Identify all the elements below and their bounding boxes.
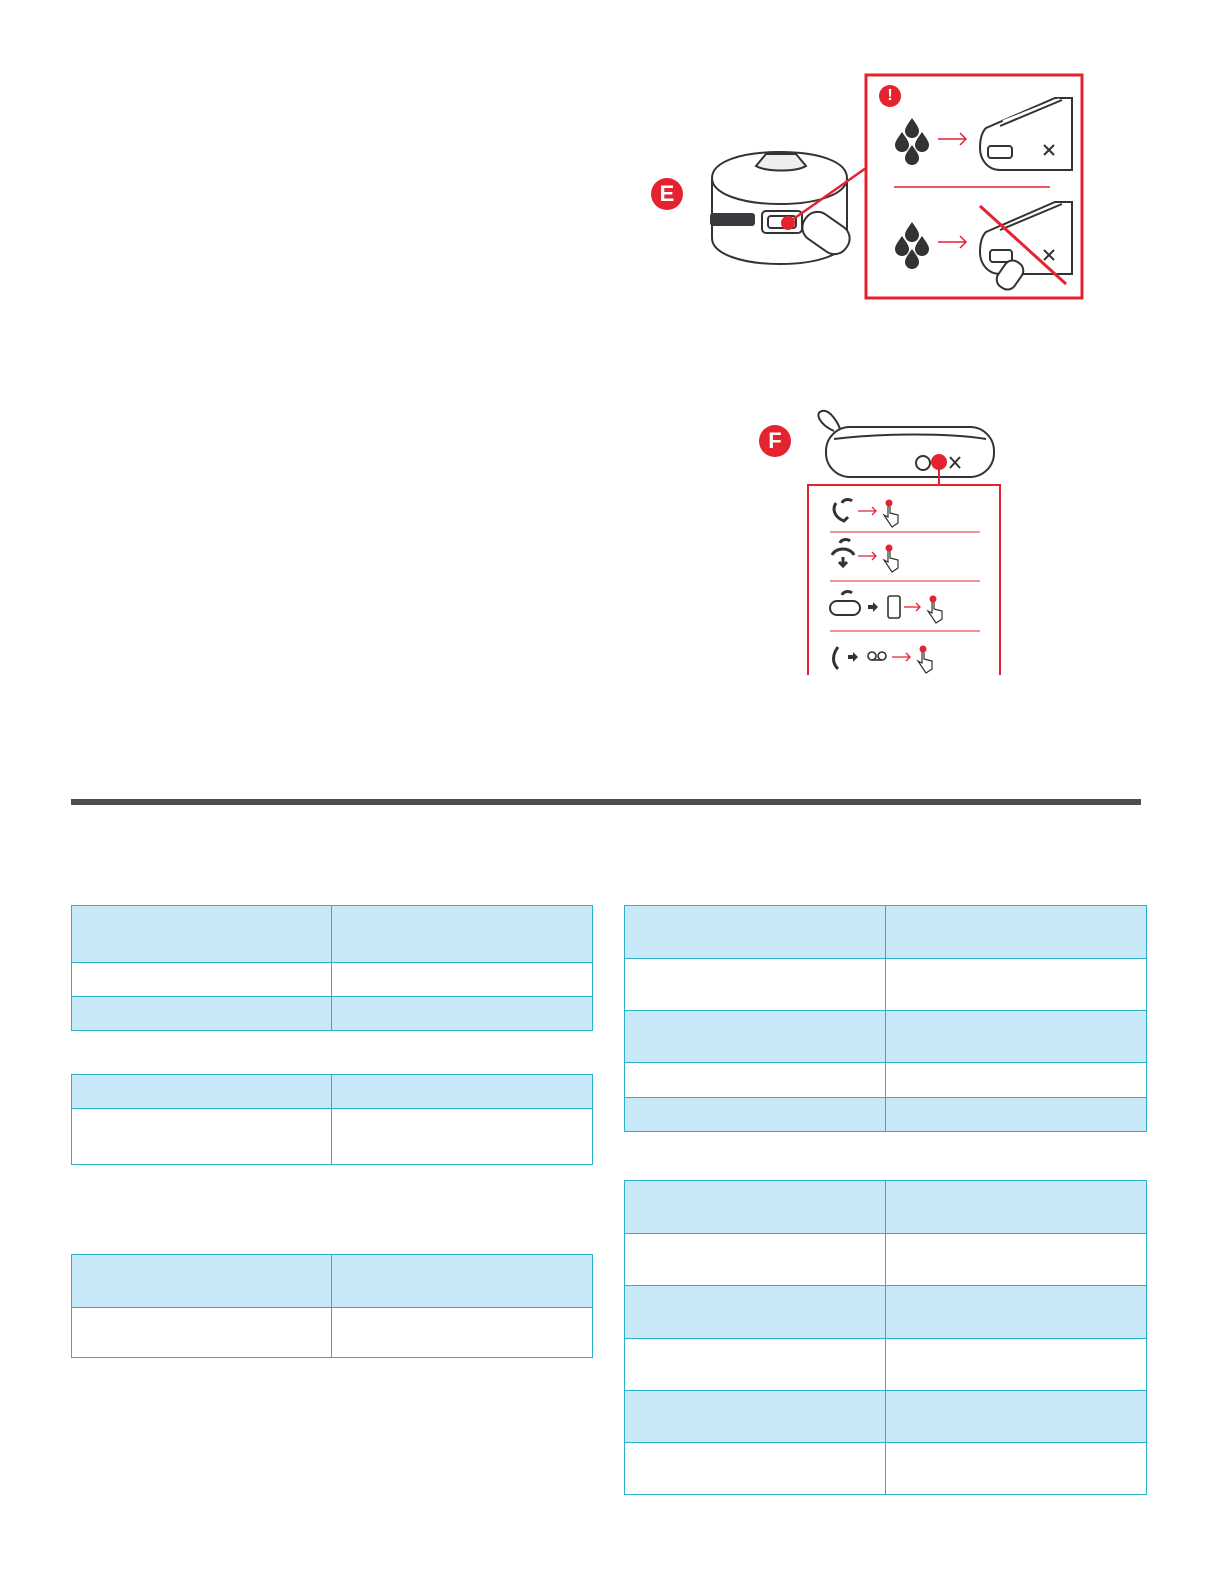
table-row [72, 906, 593, 963]
spec-table-right-1 [624, 905, 1147, 1132]
table-row [72, 997, 593, 1031]
table-cell [72, 1255, 332, 1308]
spec-table-left-2 [71, 1074, 593, 1165]
table-cell [72, 1075, 332, 1109]
voicemail-icon [868, 652, 886, 660]
table-row [625, 1234, 1147, 1286]
table-cell [625, 1063, 886, 1098]
smartphone-icon [888, 596, 900, 618]
table-cell [625, 1011, 886, 1063]
table-row [72, 1109, 593, 1165]
table-cell [332, 1075, 593, 1109]
table-cell [625, 959, 886, 1011]
table-row [625, 906, 1147, 959]
table-row [625, 1098, 1147, 1132]
table-cell [72, 1109, 332, 1165]
table-cell [72, 906, 332, 963]
tap-button-icon [884, 545, 898, 573]
headset-icon [818, 411, 994, 477]
table-row [72, 1308, 593, 1358]
section-divider [71, 799, 1141, 805]
spec-table-left-1 [71, 905, 593, 1031]
tap-button-icon [928, 596, 942, 624]
table-row [625, 1286, 1147, 1339]
table-row [625, 1063, 1147, 1098]
table-cell [625, 1234, 886, 1286]
table-row [72, 1075, 593, 1109]
table-cell [886, 1339, 1147, 1391]
arrow-right-icon [858, 552, 876, 560]
spec-table-left-3 [71, 1254, 593, 1358]
tap-button-icon [918, 646, 932, 674]
table-cell [72, 963, 332, 997]
table-cell [886, 1098, 1147, 1132]
table-cell [886, 1391, 1147, 1443]
spec-table-right-2 [624, 1180, 1147, 1495]
table-cell [72, 997, 332, 1031]
table-cell [332, 1109, 593, 1165]
arrow-icon [868, 602, 878, 612]
table-cell [886, 1443, 1147, 1495]
usb-cable-icon [710, 213, 755, 226]
figure-f-illustration [800, 405, 1010, 675]
table-cell [886, 1063, 1147, 1098]
table-cell [886, 1181, 1147, 1234]
button-highlight-dot [931, 454, 947, 470]
arrow-right-icon [858, 507, 876, 515]
table-cell [332, 1255, 593, 1308]
answer-call-icon [834, 500, 852, 521]
table-row [625, 1443, 1147, 1495]
arrow-right-icon [904, 603, 920, 611]
headset-icon [830, 592, 860, 615]
table-row [625, 1339, 1147, 1391]
figure-e-badge: E [651, 178, 683, 210]
table-cell [72, 1308, 332, 1358]
table-cell [886, 1286, 1147, 1339]
table-cell [332, 997, 593, 1031]
table-cell [886, 906, 1147, 959]
table-cell [625, 1181, 886, 1234]
table-cell [625, 1286, 886, 1339]
table-row [72, 1255, 593, 1308]
table-row [625, 1181, 1147, 1234]
table-cell [886, 959, 1147, 1011]
table-cell [625, 1443, 886, 1495]
arrow-right-icon [892, 653, 910, 661]
table-cell [625, 1098, 886, 1132]
table-row [625, 1011, 1147, 1063]
table-cell [886, 1011, 1147, 1063]
tap-button-icon [884, 500, 898, 528]
table-row [625, 959, 1147, 1011]
table-row [72, 963, 593, 997]
table-cell [332, 1308, 593, 1358]
table-row [625, 1391, 1147, 1443]
table-cell [332, 963, 593, 997]
table-cell [625, 1339, 886, 1391]
figure-f-badge: F [759, 425, 791, 457]
table-cell [625, 1391, 886, 1443]
table-cell [625, 906, 886, 959]
warning-badge: ! [879, 85, 901, 107]
arrow-icon [848, 652, 858, 662]
call-icon [834, 647, 839, 669]
table-cell [332, 906, 593, 963]
end-call-icon [832, 540, 854, 566]
table-cell [886, 1234, 1147, 1286]
